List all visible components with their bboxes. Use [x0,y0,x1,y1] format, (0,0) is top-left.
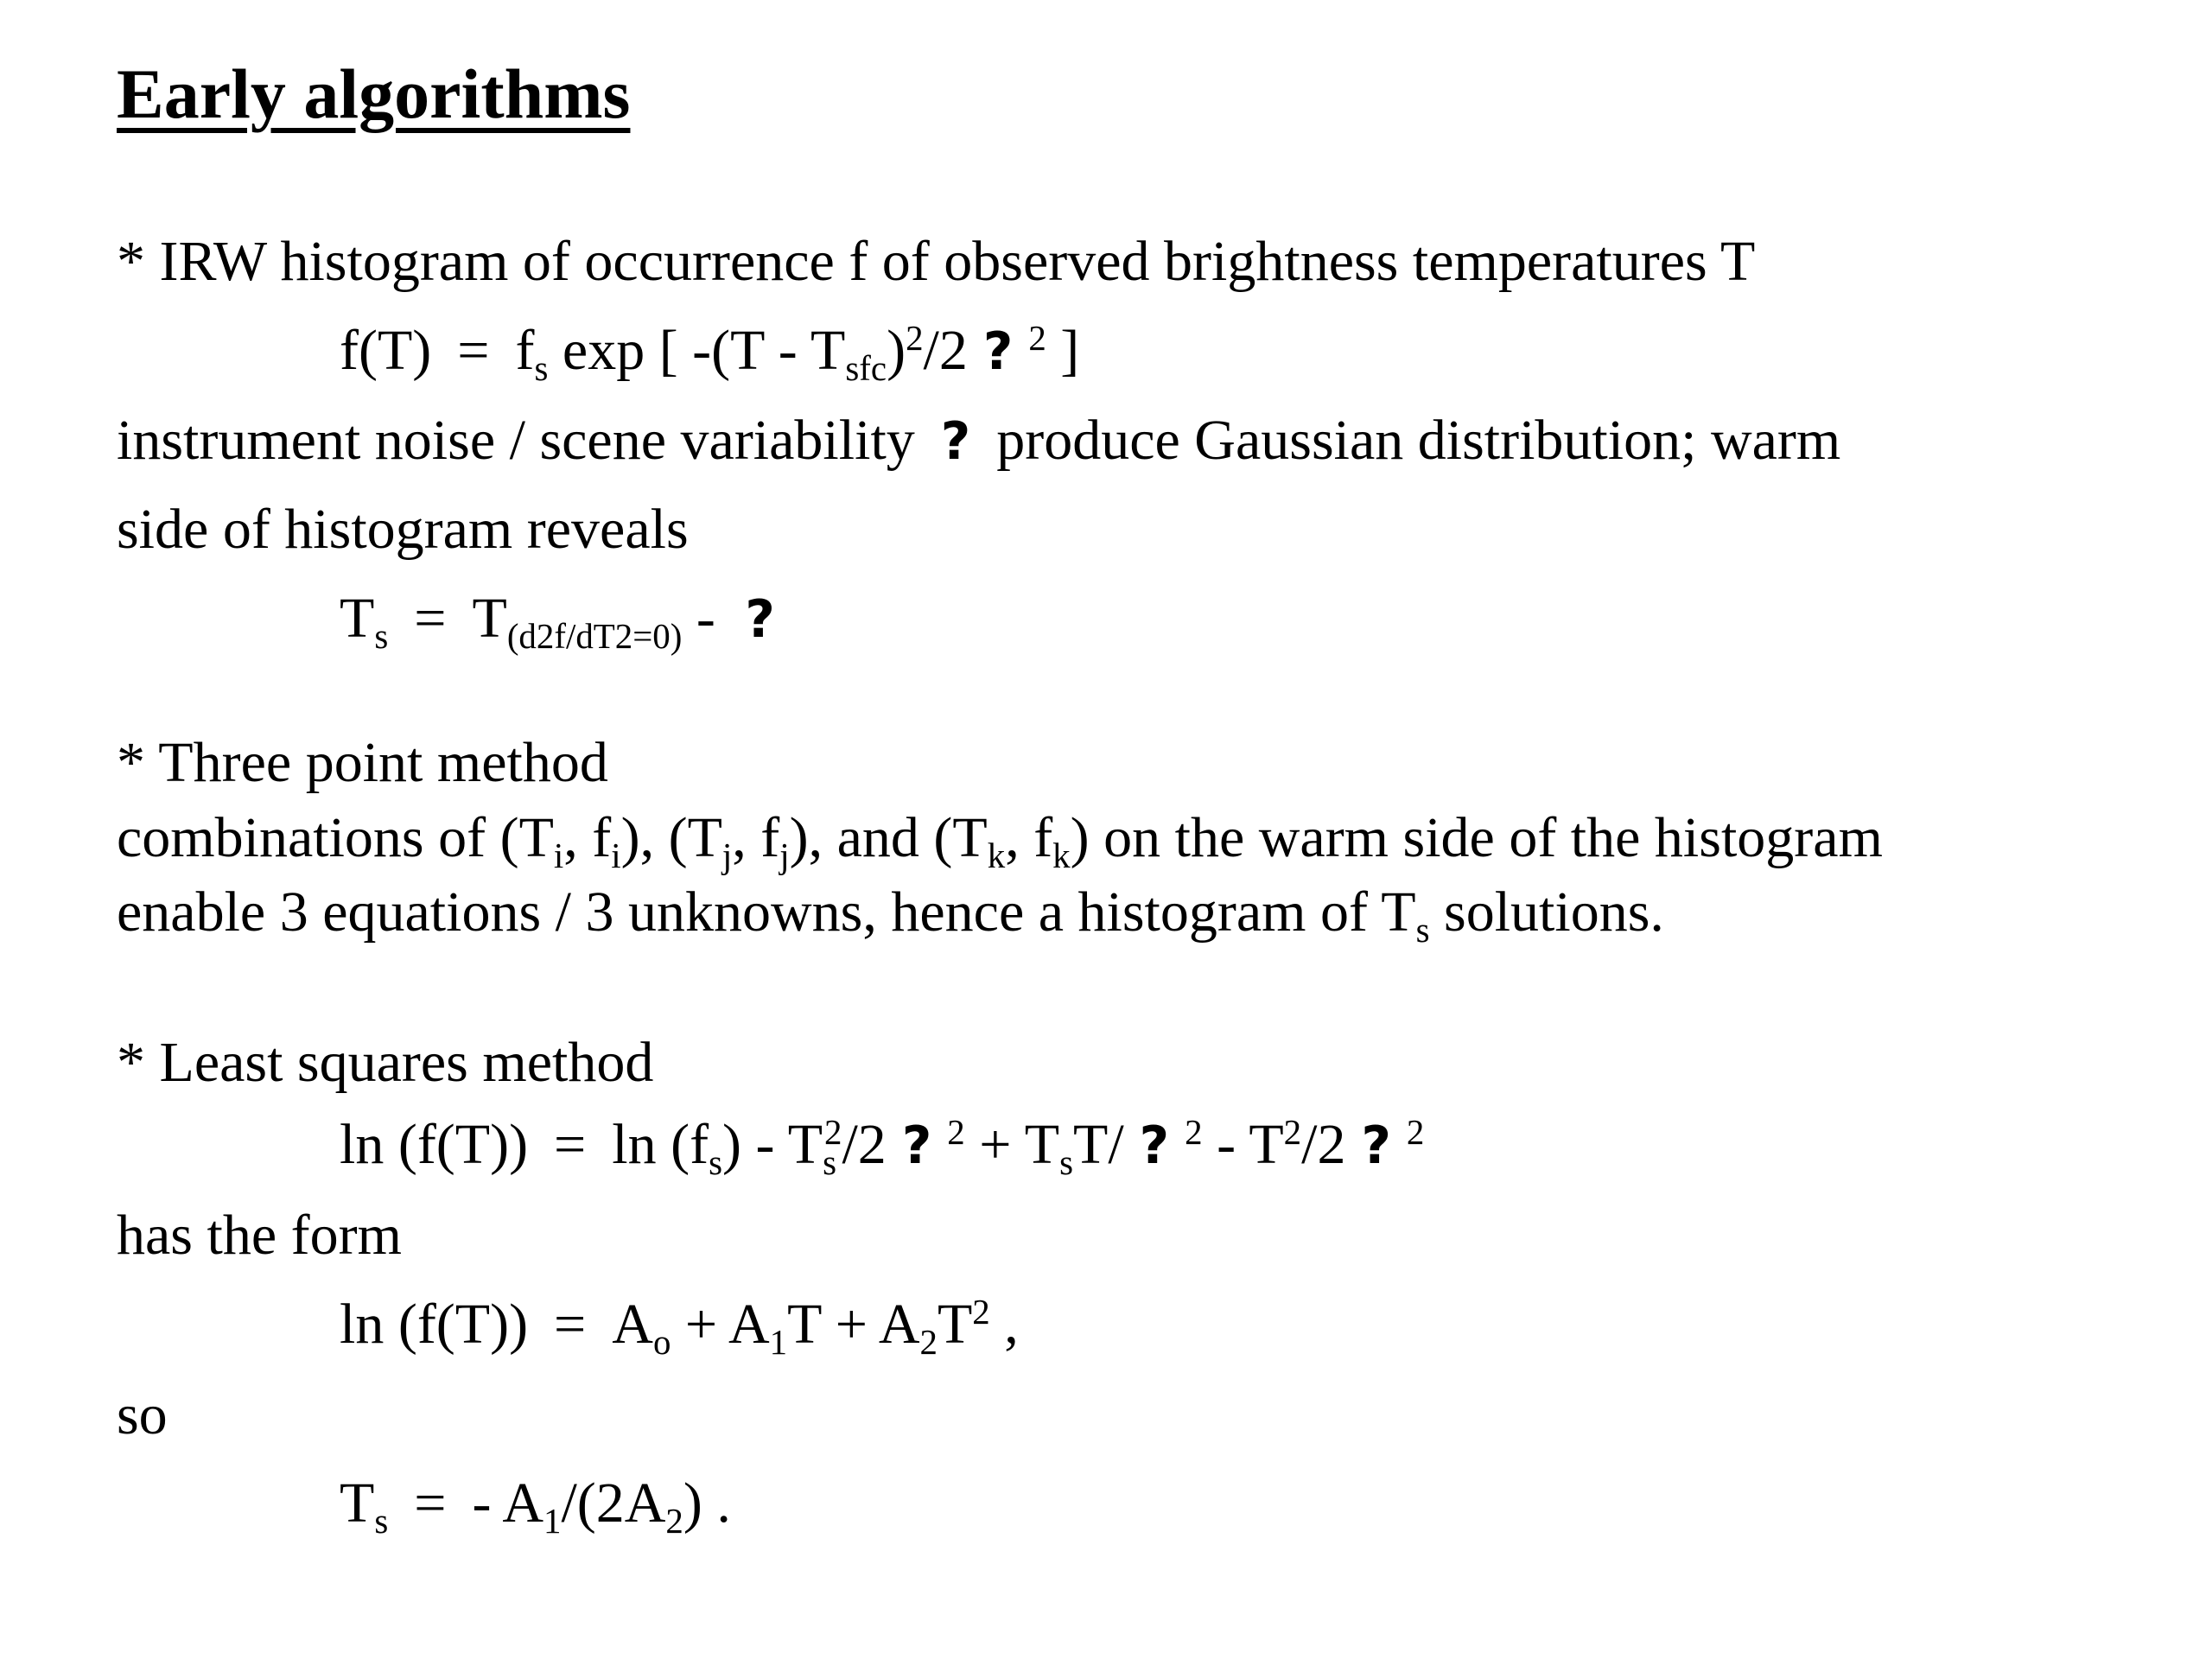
eq-term: ] [1046,319,1080,382]
eq-term: exp [ -(T - T [548,319,846,382]
eq-term: /(2A [561,1471,666,1535]
log-gaussian-equation [340,1112,1425,1183]
unknown-symbol-glyph: ? [982,322,1014,382]
text-subscript: k [1052,836,1071,876]
text-subscript: s [1415,911,1430,950]
unknown-symbol-glyph: ? [1139,1116,1170,1176]
eq-subscript: 2 [919,1323,938,1363]
eq-term: , [989,1293,1019,1356]
eq-superscript: 2 [1283,1112,1302,1152]
three-point-line2 [117,880,1664,950]
eq-subscript: 2 [665,1502,683,1541]
eq-superscript: 2 [1185,1112,1203,1152]
paragraph-text: enable 3 equations / 3 unknowns, hence a histogram of T [117,880,1416,944]
three-point-line1 [117,806,1883,876]
eq-term: T + A [787,1293,920,1356]
eq-subscript: s [709,1143,722,1183]
paragraph-text: combinations of (T [117,806,554,869]
eq-equals: = [457,319,490,382]
eq-subscript: s [374,617,389,657]
slide-title: Early algorithms [117,54,631,133]
so-text: so [117,1383,168,1446]
eq-subscript: (d2f/dT2=0) [506,617,683,657]
eq-term: /2 [842,1113,887,1176]
text-subscript: i [611,836,621,876]
least-squares-heading: * Least squares method [117,1031,654,1094]
eq-subscript: s [1059,1143,1073,1183]
eq-superscript: 2 [972,1292,990,1332]
paragraph-text: , f [732,806,780,869]
ts-solution-equation [340,1471,731,1541]
eq-lhs: T [340,587,375,650]
eq-superscript: 2 [947,1112,965,1152]
paragraph-text: produce Gaussian distribution; warm [996,409,1841,472]
eq-subscript: s [374,1502,389,1541]
eq-superscript: 2 [824,1112,842,1152]
ts-equation [340,587,775,657]
eq-lhs: f(T) [340,319,432,382]
noise-paragraph-line2: side of histogram reveals [117,498,689,561]
eq-subscript: s [534,349,549,389]
unknown-symbol-glyph: ? [901,1116,932,1176]
eq-equals: = [414,1471,447,1535]
eq-term: f [515,319,535,382]
paragraph-text: ), and (T [789,806,988,869]
paragraph-text: solutions. [1429,880,1664,944]
eq-equals: = [554,1113,587,1176]
text-subscript: k [987,836,1006,876]
eq-term: - [682,587,730,650]
unknown-symbol-glyph: ? [745,590,775,650]
eq-equals: = [554,1293,587,1356]
eq-term: T [937,1293,973,1356]
eq-term: T/ [1073,1113,1124,1176]
eq-subscript: sfc [845,349,887,389]
noise-paragraph-line1 [117,409,1841,472]
eq-subscript: 1 [543,1502,562,1541]
eq-superscript: 2 [1028,318,1046,358]
eq-term: /2 [1301,1113,1346,1176]
paragraph-text: , f [1005,806,1053,869]
eq-subscript: 1 [769,1323,788,1363]
unknown-symbol-glyph: ? [1361,1116,1391,1176]
unknown-symbol-glyph: ? [940,412,971,472]
polynomial-equation [340,1292,1019,1363]
eq-term: ) . [683,1471,731,1535]
eq-term: /2 [923,319,968,382]
eq-term: - T [1202,1113,1284,1176]
three-point-heading: * Three point method [117,731,608,794]
text-subscript: j [779,836,790,876]
paragraph-text: instrument noise / scene variability [117,409,915,472]
eq-subscript: s [823,1143,837,1183]
eq-lhs: T [340,1471,375,1535]
has-the-form-text: has the form [117,1204,402,1267]
eq-term: T [472,587,507,650]
eq-term: + A [671,1293,770,1356]
eq-term: - A [472,1471,543,1535]
paragraph-text: , f [563,806,612,869]
eq-term: A [612,1293,653,1356]
eq-term: + T [964,1113,1060,1176]
text-subscript: i [553,836,564,876]
eq-term: ) - T [722,1113,823,1176]
irw-heading: * IRW histogram of occurrence f of observed brightness temperatures T [117,230,1756,293]
paragraph-text: ) on the warm side of the histogram [1070,806,1883,869]
eq-lhs: ln (f(T)) [340,1113,529,1176]
text-subscript: j [721,836,733,876]
eq-superscript: 2 [1406,1112,1425,1152]
eq-equals: = [414,587,447,650]
paragraph-text: ), (T [620,806,722,869]
eq-term: ) [887,319,906,382]
eq-subscript: o [652,1323,671,1363]
eq-term: ln (f [612,1113,709,1176]
gaussian-equation [340,318,1080,389]
eq-superscript: 2 [906,318,924,358]
eq-lhs: ln (f(T)) [340,1293,529,1356]
